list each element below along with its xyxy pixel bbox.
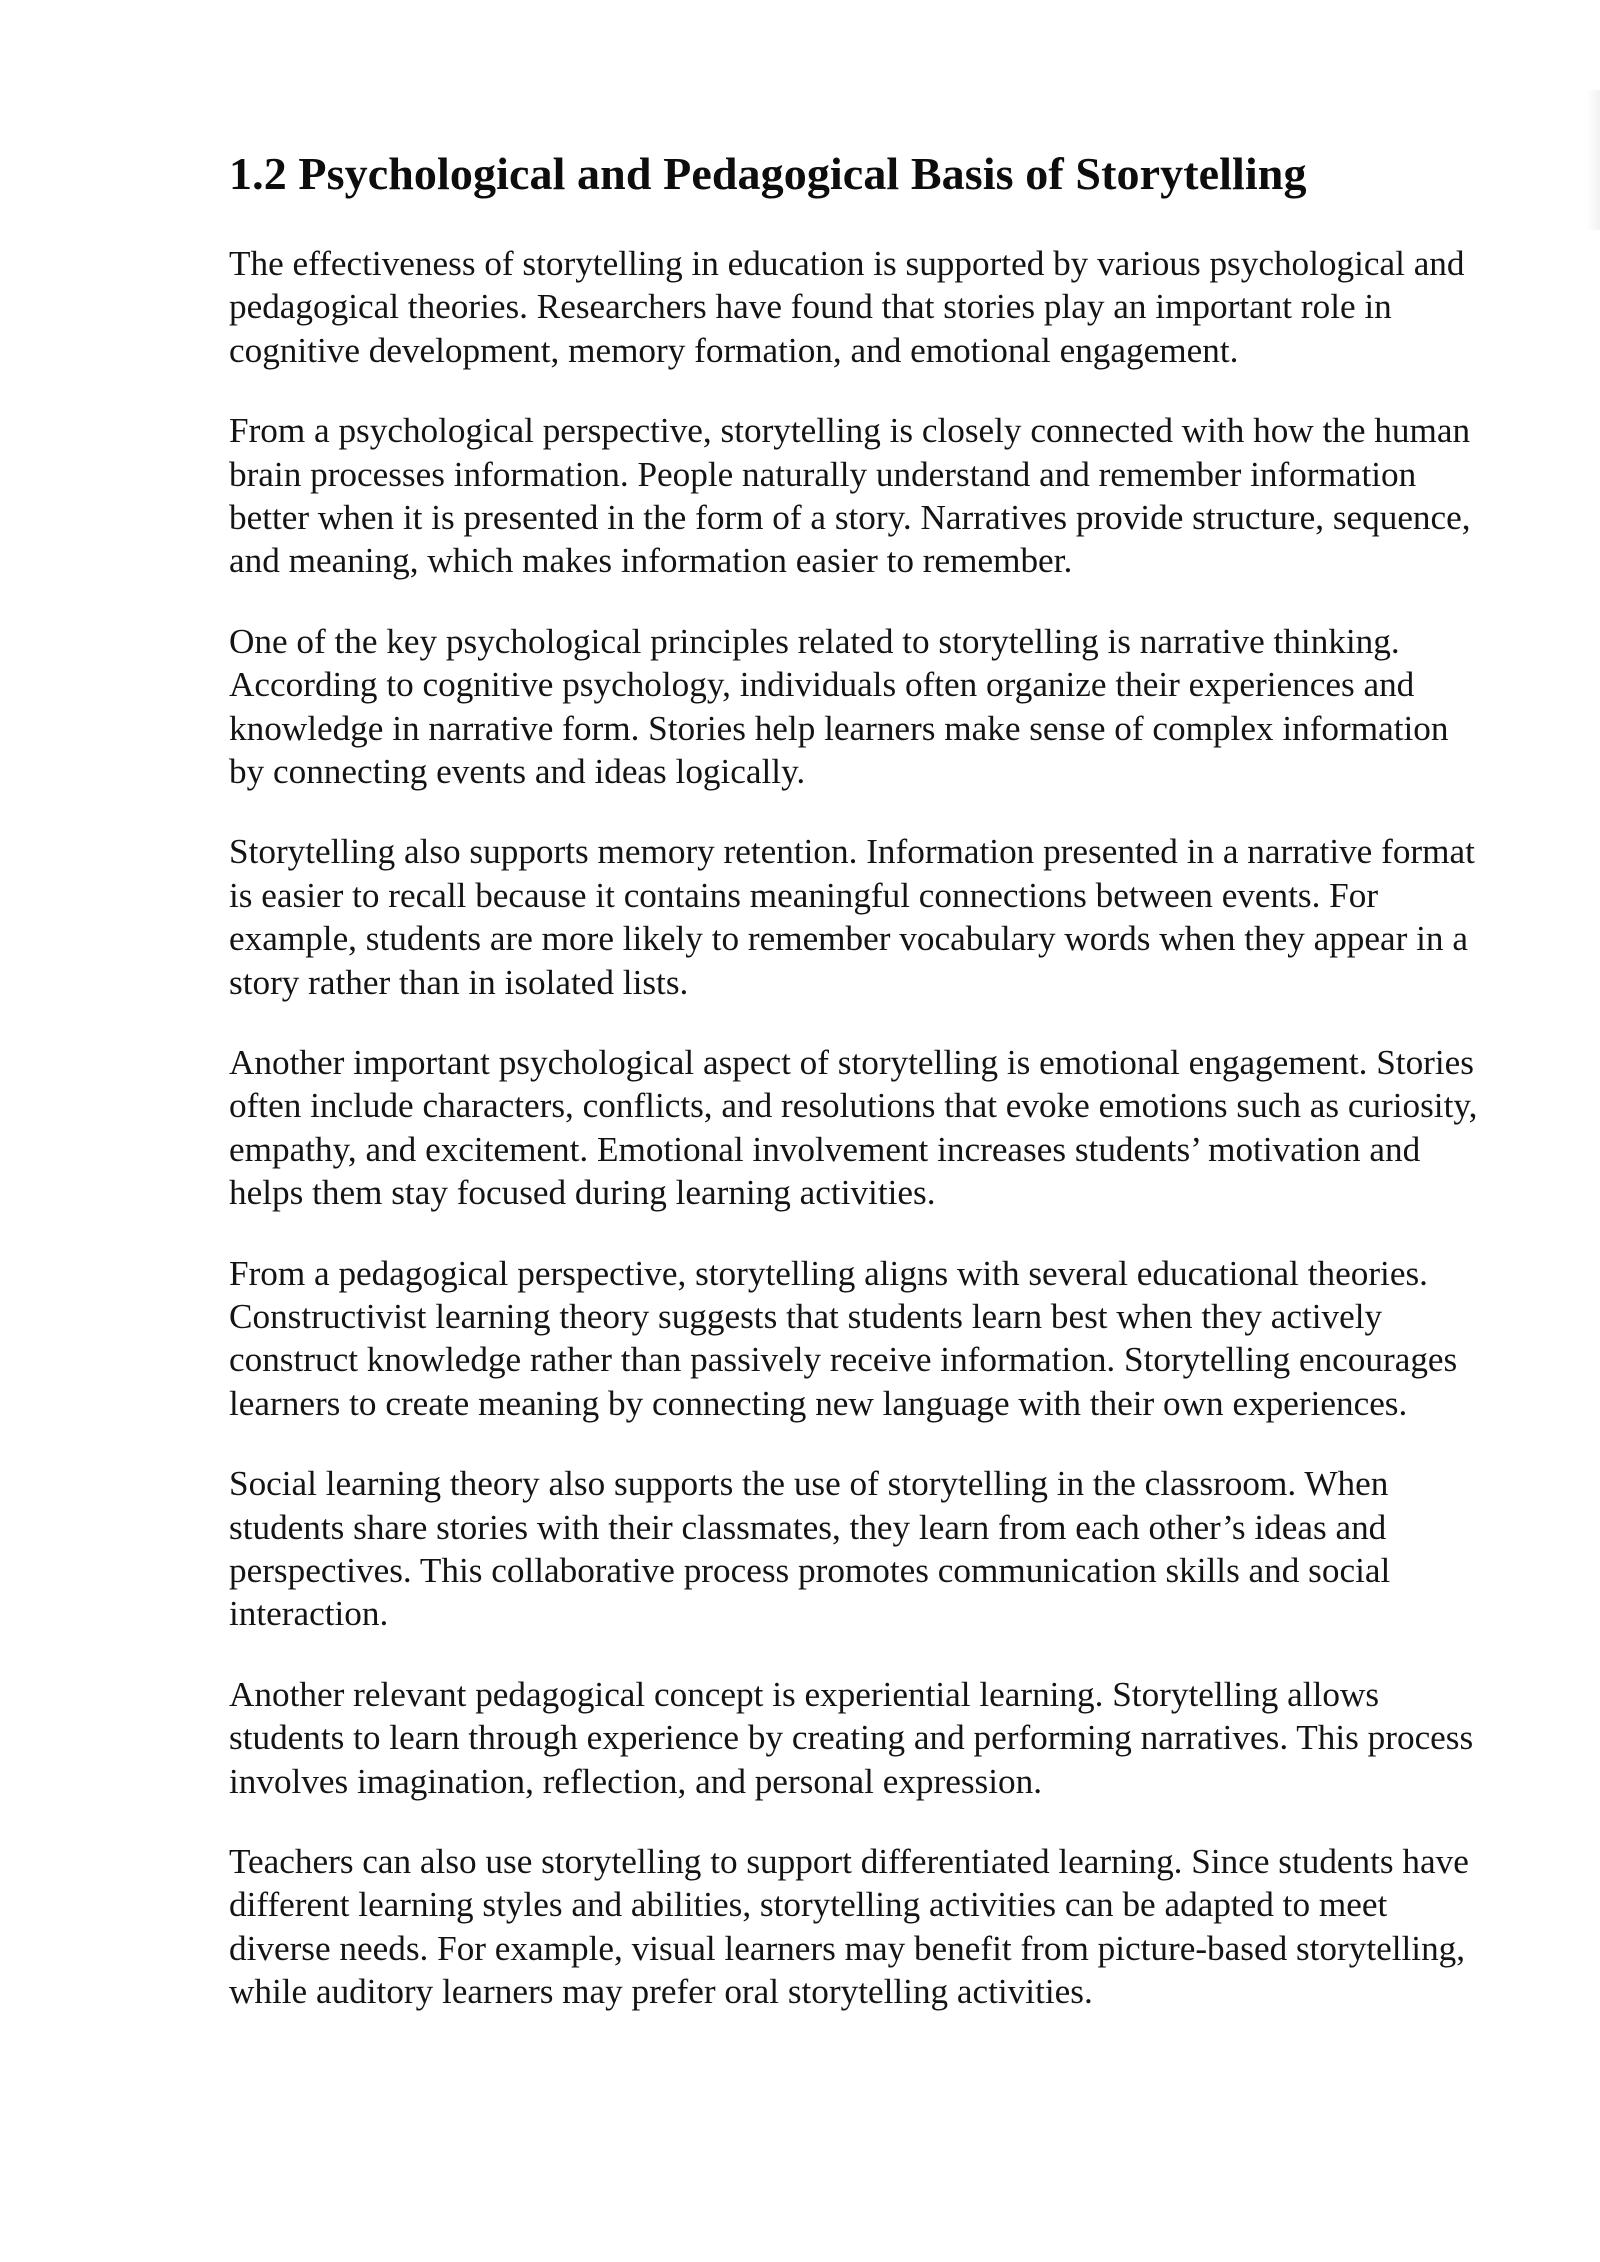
paragraph-8: Another relevant pedagogical concept is experiential learning. Storytelling allows students to learn through experience by creating and performing narratives. This process involves imagination, reflection, and personal expression. bbox=[229, 1674, 1474, 1801]
paragraph-7: Social learning theory also supports the use of storytelling in the classroom. When students share stories with their classmates, they learn from each other’s ideas and perspectives. This collaborative process promotes communication skills and social interaction. bbox=[229, 1464, 1391, 1634]
paragraph-9: Teachers can also use storytelling to support differentiated learning. Since students have different learning styles and abilities, storytelling activities can be adapted to meet diverse needs. For example, visual learners may benefit from picture-based storytelling, while auditory learners may prefer oral storytelling activities. bbox=[229, 1842, 1469, 2012]
document-body bbox=[229, 148, 1491, 2051]
paragraph-4: Storytelling also supports memory retention. Information presented in a narrative format is easier to recall because it contains meaningful connections between events. For example, students are more likely to remember vocabulary words when they appear in a story rather than in isolated lists. bbox=[229, 832, 1475, 1002]
paragraph-1: The effectiveness of storytelling in education is supported by various psychological and pedagogical theories. Researchers have found that stories play an important role in cognitive development, memory formation, and emotional engagement. bbox=[229, 243, 1465, 370]
paragraph-2: From a psychological perspective, storytelling is closely connected with how the human brain processes information. People naturally understand and remember information better when it is presented in the form of a story. Narratives provide structure, sequence, and meaning, which makes information easier to remember. bbox=[229, 411, 1471, 581]
paragraph-5: Another important psychological aspect of storytelling is emotional engagement. Stories often include characters, conflicts, and resolutions that evoke emotions such as curiosity, empathy, and excitement. Emotional involvement increases students’ motivation and helps them stay focused during learning activities. bbox=[229, 1042, 1478, 1213]
section-heading: 1.2 Psychological and Pedagogical Basis of Storytelling bbox=[229, 148, 1307, 199]
paragraph-6: From a pedagogical perspective, storytelling aligns with several educational theories. Constructivist learning theory suggests that students learn best when they actively construct knowledge rather than passively receive information. Storytelling encourages learners to create meaning by connecting new language with their own experiences. bbox=[229, 1253, 1458, 1423]
page-edge-shadow bbox=[1586, 90, 1600, 230]
paragraph-3: One of the key psychological principles related to storytelling is narrative thinking. According to cognitive psychology, individuals often organize their experiences and knowledge in narrative form. Stories help learners make sense of complex information by connecting events and ideas logically. bbox=[229, 621, 1449, 791]
